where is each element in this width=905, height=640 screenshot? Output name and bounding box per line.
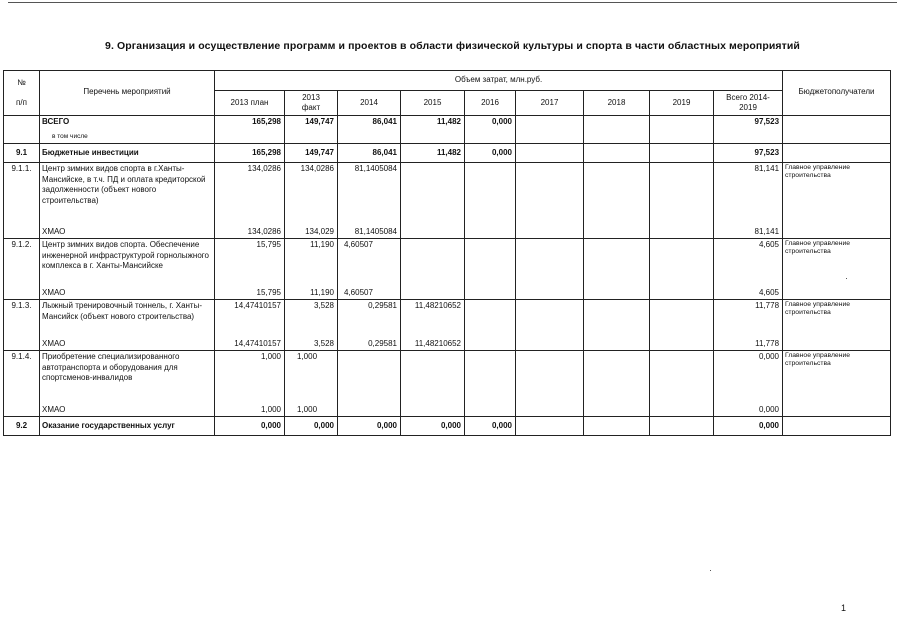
row-label-cell xyxy=(40,163,215,239)
row-value: 4,605 xyxy=(758,287,780,297)
row-value-cell xyxy=(338,300,401,351)
total-value xyxy=(516,116,584,144)
row-value: 134,0286 xyxy=(247,164,281,173)
row-label-cell xyxy=(40,239,215,300)
row-value xyxy=(516,417,584,436)
row-value xyxy=(516,144,584,163)
row-value-cell xyxy=(401,351,465,417)
row-value-cell xyxy=(338,163,401,239)
row-value-cell xyxy=(516,300,584,351)
row-sublabel: ХМАО xyxy=(42,338,66,348)
total-num-cell xyxy=(4,116,40,144)
row-value-cell xyxy=(215,239,285,300)
num-header-label-2: п/п xyxy=(16,98,27,107)
row-label-cell xyxy=(40,300,215,351)
costs-header: Объем затрат, млн.руб. xyxy=(215,71,783,91)
row-value: 11,482 xyxy=(401,144,465,163)
total-label-cell xyxy=(40,116,215,144)
row-value: 0,000 xyxy=(465,417,516,436)
row-label: Лыжный тренировочный тоннель, г. Ханты-Мансийск (объект нового строительства) xyxy=(42,301,203,321)
row-num: 9.1.3. xyxy=(4,300,40,351)
row-value: 0,000 xyxy=(714,417,783,436)
row-value: 15,795 xyxy=(256,287,281,297)
row-value-cell xyxy=(465,351,516,417)
row-value xyxy=(584,417,650,436)
total-value: 11,482 xyxy=(401,116,465,144)
total-value xyxy=(650,116,714,144)
table-row xyxy=(4,239,891,300)
row-value-cell xyxy=(714,300,783,351)
row-num: 9.1.2. xyxy=(4,239,40,300)
row-value-cell xyxy=(650,239,714,300)
row-value: 11,190 xyxy=(310,240,334,249)
row-value-cell xyxy=(650,163,714,239)
row-value-cell xyxy=(584,163,650,239)
top-border-line xyxy=(8,2,897,3)
row-value: 134,0286 xyxy=(247,226,281,236)
scan-speck xyxy=(846,278,847,279)
total-label: ВСЕГО xyxy=(42,117,70,126)
row-value: 1,000 xyxy=(260,352,281,361)
total-value: 97,523 xyxy=(714,116,783,144)
row-label: Бюджетные инвестиции xyxy=(40,144,215,163)
row-value: 86,041 xyxy=(338,144,401,163)
year-header: 2015 xyxy=(401,91,465,116)
costs-table xyxy=(3,70,891,436)
row-value: 1,000 xyxy=(297,404,318,414)
row-value xyxy=(584,144,650,163)
row-recipient: Главное управление строительства xyxy=(783,351,891,417)
year-header: 2019 xyxy=(650,91,714,116)
row-sublabel: ХМАО xyxy=(42,287,66,297)
row-value: 165,298 xyxy=(215,144,285,163)
row-value-cell xyxy=(516,239,584,300)
row-value: 3,528 xyxy=(313,301,334,310)
row-value: 11,48210652 xyxy=(414,301,461,310)
row-value: 0,29581 xyxy=(368,338,397,348)
row-value-cell xyxy=(714,239,783,300)
row-value: 0,000 xyxy=(338,417,401,436)
row-value-cell xyxy=(215,351,285,417)
row-recipient: Главное управление строительства xyxy=(783,163,891,239)
total-value: 149,747 xyxy=(285,116,338,144)
row-value-cell xyxy=(338,351,401,417)
row-value: 0,29581 xyxy=(368,301,397,310)
row-recipient: Главное управление строительства xyxy=(783,239,891,300)
row-recipient xyxy=(783,417,891,436)
row-value: 0,000 xyxy=(465,144,516,163)
row-value: 1,000 xyxy=(260,404,281,414)
row-value: 0,000 xyxy=(215,417,285,436)
row-value: 11,48210652 xyxy=(414,338,461,348)
row-value: 134,029 xyxy=(305,226,334,236)
row-label: Оказание государственных услуг xyxy=(40,417,215,436)
recipients-header: Бюджетополучатели xyxy=(783,71,891,116)
row-num: 9.1.4. xyxy=(4,351,40,417)
table-row xyxy=(4,417,891,436)
year-header: 2018 xyxy=(584,91,650,116)
year-header: 2013 план xyxy=(215,91,285,116)
row-value-cell xyxy=(285,163,338,239)
row-value-cell xyxy=(338,239,401,300)
row-value: 15,795 xyxy=(256,240,281,249)
row-value: 4,605 xyxy=(758,240,780,249)
row-value-cell xyxy=(714,163,783,239)
row-value: 4,60507 xyxy=(344,240,373,249)
table-row xyxy=(4,351,891,417)
row-value-cell xyxy=(401,300,465,351)
year-header: 2016 xyxy=(465,91,516,116)
scan-speck xyxy=(710,570,711,571)
row-recipient xyxy=(783,144,891,163)
total-value xyxy=(584,116,650,144)
row-value-cell xyxy=(285,351,338,417)
row-num: 9.2 xyxy=(4,417,40,436)
row-value: 81,1405084 xyxy=(354,164,397,173)
row-value-cell xyxy=(285,239,338,300)
row-value-cell xyxy=(650,300,714,351)
row-value: 11,778 xyxy=(755,301,780,310)
row-num: 9.1.1. xyxy=(4,163,40,239)
row-label: Центр зимних видов спорта. Обеспечение инженерной инфраструктурой горнолыжного комплекса в г. Ханты-Мансийске xyxy=(42,240,209,270)
row-value: 81,141 xyxy=(754,164,780,173)
total-recipient-cell xyxy=(783,116,891,144)
row-value: 4,60507 xyxy=(344,287,373,297)
row-label: Приобретение специализированного автотранспорта и оборудования для спортсменов-инвалидов xyxy=(42,352,180,382)
total-value: 0,000 xyxy=(465,116,516,144)
row-value-cell xyxy=(215,300,285,351)
total-value: 165,298 xyxy=(215,116,285,144)
row-value: 0,000 xyxy=(758,404,780,414)
row-sublabel: ХМАО xyxy=(42,226,66,236)
num-header-label-1: № xyxy=(17,77,26,87)
row-value-cell xyxy=(401,239,465,300)
row-value xyxy=(650,144,714,163)
row-value: 11,778 xyxy=(755,338,780,348)
row-value-cell xyxy=(465,239,516,300)
row-value-cell xyxy=(285,300,338,351)
row-value-cell xyxy=(516,351,584,417)
row-value-cell xyxy=(465,163,516,239)
num-header-cell xyxy=(4,71,40,116)
row-value: 81,141 xyxy=(754,226,780,236)
events-header: Перечень мероприятий xyxy=(40,71,215,116)
row-value: 11,190 xyxy=(310,287,334,297)
row-value: 81,1405084 xyxy=(354,226,397,236)
row-value: 1,000 xyxy=(297,352,318,361)
row-value-cell xyxy=(465,300,516,351)
row-value: 14,47410157 xyxy=(234,338,281,348)
row-value: 0,000 xyxy=(285,417,338,436)
row-value: 149,747 xyxy=(285,144,338,163)
row-value: 0,000 xyxy=(401,417,465,436)
row-value: 97,523 xyxy=(714,144,783,163)
year-header: Всего 2014-2019 xyxy=(714,91,783,116)
row-value: 14,47410157 xyxy=(234,301,281,310)
year-header: 2014 xyxy=(338,91,401,116)
row-value-cell xyxy=(516,163,584,239)
row-value-cell xyxy=(584,351,650,417)
total-value: 86,041 xyxy=(338,116,401,144)
row-label-cell xyxy=(40,351,215,417)
row-value: 3,528 xyxy=(313,338,334,348)
table-row xyxy=(4,144,891,163)
row-value-cell xyxy=(584,300,650,351)
total-sublabel: в том числе xyxy=(52,132,88,140)
row-label: Центр зимних видов спорта в г.Ханты-Мансийске, в т.ч. ПД и оплата кредиторской задолженности (объект нового строительства) xyxy=(42,164,206,205)
row-value: 134,0286 xyxy=(300,164,334,173)
row-value-cell xyxy=(584,239,650,300)
row-sublabel: ХМАО xyxy=(42,404,66,414)
row-value-cell xyxy=(650,351,714,417)
row-recipient: Главное управление строительства xyxy=(783,300,891,351)
header-row-1 xyxy=(4,71,891,91)
row-value xyxy=(650,417,714,436)
page-number: 1 xyxy=(841,603,847,613)
row-value-cell xyxy=(401,163,465,239)
row-num: 9.1 xyxy=(4,144,40,163)
table-row xyxy=(4,163,891,239)
total-row xyxy=(4,116,891,144)
row-value: 0,000 xyxy=(758,352,780,361)
year-header: 2017 xyxy=(516,91,584,116)
page-title: 9. Организация и осуществление программ и проектов в области физической культуры и спорта в части областных мероприятий xyxy=(105,40,800,52)
year-header: 2013 факт xyxy=(285,91,338,116)
table-row xyxy=(4,300,891,351)
row-value-cell xyxy=(215,163,285,239)
row-value-cell xyxy=(714,351,783,417)
